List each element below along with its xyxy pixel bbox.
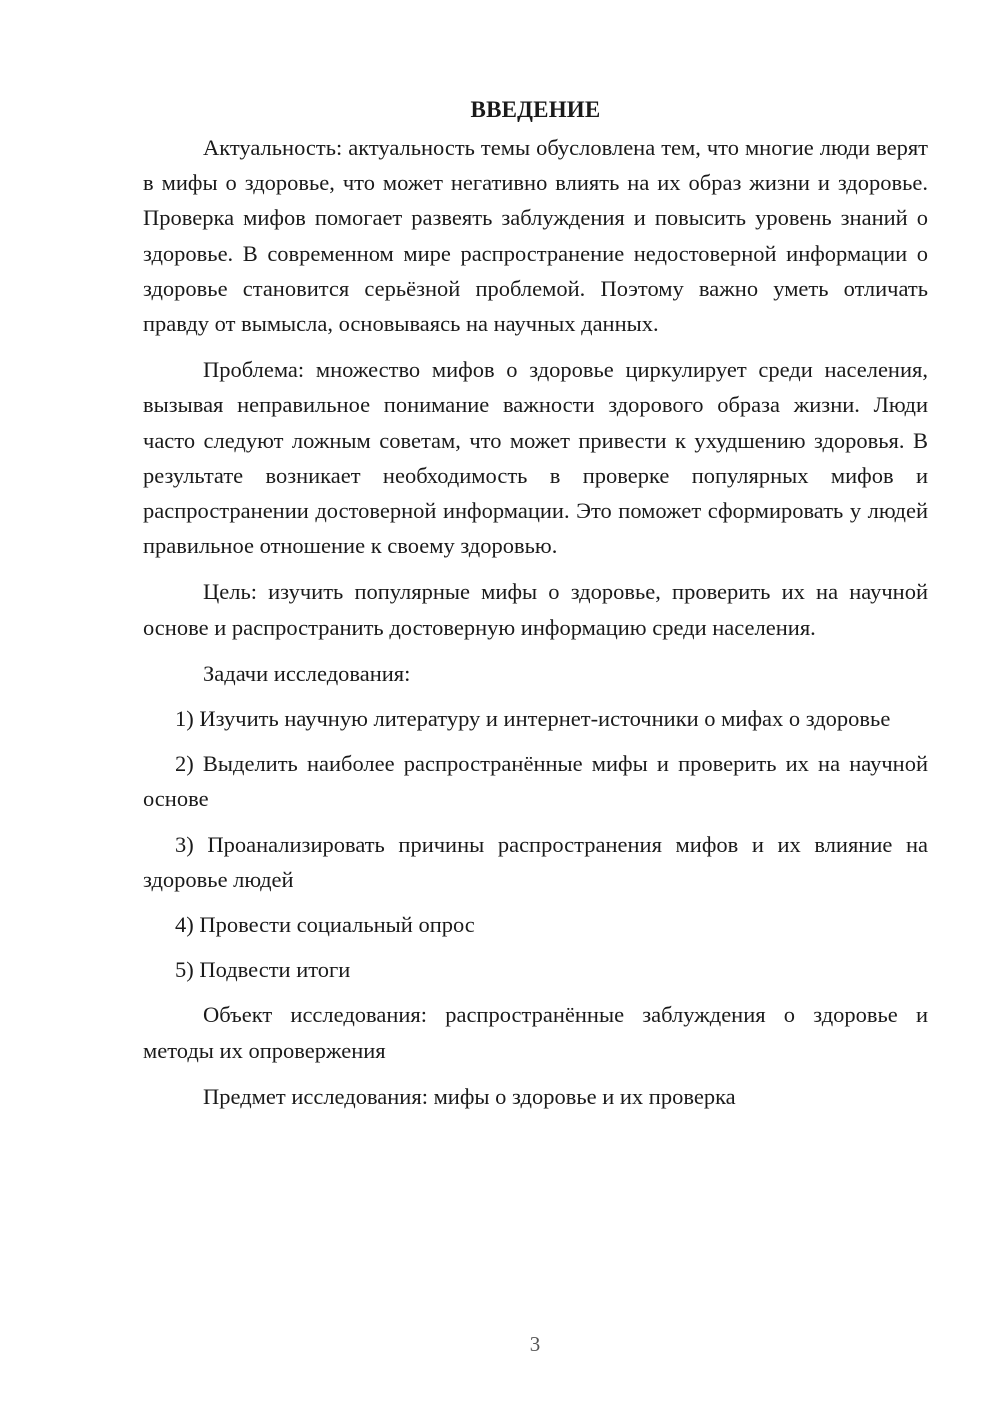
task-item-1: 1) Изучить научную литературу и интернет-источники о мифах о здоровье [175,706,891,732]
tasks-heading: Задачи исследования: [203,660,411,686]
section-title: ВВЕДЕНИЕ [470,97,601,122]
relevance-paragraph: Актуальность: актуальность темы обусловлена тем, что многие люди верят в мифы о здоровье, что может негативно влиять на их образ жизни и здоровье. Проверка мифов помогает развеять заблуждения и повысить уровень знаний о здоровье. В современном мире распространение недостоверной информации о здоровье становится серьёзной проблемой. Поэтому важно уметь отличать правду от вымысла, основываясь на научных данных. [143,135,928,337]
problem-paragraph: Проблема: множество мифов о здоровье циркулирует среди населения, вызывая неправильное понимание важности здорового образа жизни. Люди часто следуют ложным советам, что может привести к ухудшению здоровья. В результате возникает необходимость в проверке популярных мифов и распространении достоверной информации. Это поможет сформировать у людей правильное отношение к своему здоровью. [143,357,928,559]
task-item-3: 3) Проанализировать причины распространения мифов и их влияние на здоровье людей [143,831,928,892]
task-item-4: 4) Провести социальный опрос [175,912,475,938]
goal-paragraph: Цель: изучить популярные мифы о здоровье, проверить их на научной основе и распространить достоверную информацию среди населения. [143,579,928,640]
research-object-paragraph: Объект исследования: распространённые заблуждения о здоровье и методы их опровержения [143,1002,928,1063]
task-item-2: 2) Выделить наиболее распространённые мифы и проверить их на научной основе [143,751,928,812]
research-subject-paragraph: Предмет исследования: мифы о здоровье и их проверка [203,1083,736,1109]
document-page [143,92,928,1125]
page-number: 3 [529,1332,541,1356]
task-item-5: 5) Подвести итоги [175,957,351,983]
